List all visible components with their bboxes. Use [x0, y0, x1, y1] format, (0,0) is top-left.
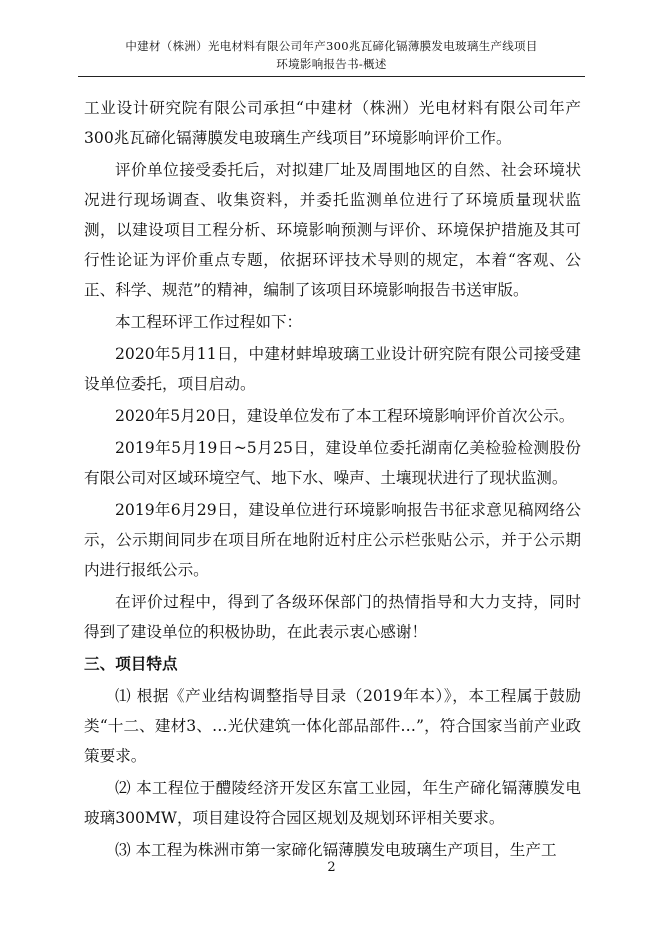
section-title: 三、项目特点 [84, 655, 178, 673]
paragraph-acknowledgement: 在评价过程中，得到了各级环保部门的热情指导和大力支持，同时得到了建设单位的积极协助，在此表示衷心感谢！ [84, 593, 581, 641]
feature-item-3: ⑶ 本工程为株洲市第一家碲化镉薄膜发电玻璃生产项目，生产工 [115, 841, 557, 859]
paragraph-timeline-1: 2020年5月11日，中建材蚌埠玻璃工业设计研究院有限公司接受建设单位委托，项目启动。 [84, 345, 581, 393]
header-divider [78, 76, 585, 77]
paragraph-evaluation-process: 评价单位接受委托后，对拟建厂址及周围地区的自然、社会环境状况进行现场调查、收集资料，并委托监测单位进行了环境质量现状监测，以建设项目工程分析、环境影响预测与评价、环境保护措施及其可行性论证为评价重点专题，依据环评技术导则的规定，本着“客观、公正、科学、规范”的精神，编制了该项目环境影响报告书送审版。 [84, 161, 581, 299]
page-number: 2 [327, 860, 336, 875]
document-body [84, 93, 581, 867]
header-report-subtitle: 环境影响报告书-概述 [276, 57, 387, 71]
header-project-title: 中建材（株洲）光电材料有限公司年产300兆瓦碲化镉薄膜发电玻璃生产线项目 [125, 39, 538, 53]
paragraph-timeline-4: 2019年6月29日，建设单位进行环境影响报告书征求意见稿网络公示，公示期间同步在项目所在地附近村庄公示栏张贴公示，并于公示期内进行报纸公示。 [84, 501, 581, 579]
paragraph-process-intro: 本工程环评工作过程如下： [115, 313, 303, 331]
paragraph-timeline-3: 2019年5月19日~5月25日，建设单位委托湖南亿美检验检测股份有限公司对区域环境空气、地下水、噪声、土壤现状进行了现状监测。 [84, 439, 581, 487]
paragraph-continuation: 工业设计研究院有限公司承担“中建材（株洲）光电材料有限公司年产300兆瓦碲化镉薄膜发电玻璃生产线项目”环境影响评价工作。 [84, 99, 581, 147]
feature-item-2: ⑵ 本工程位于醴陵经济开发区东富工业园，年生产碲化镉薄膜发电玻璃300MW，项目建设符合园区规划及规划环评相关要求。 [84, 779, 581, 827]
page-header [78, 37, 585, 73]
feature-item-1: ⑴ 根据《产业结构调整指导目录（2019年本）》，本工程属于鼓励类“十二、建材3、…光伏建筑一体化部品部件…”，符合国家当前产业政策要求。 [84, 687, 581, 765]
paragraph-timeline-2: 2020年5月20日，建设单位发布了本工程环境影响评价首次公示。 [115, 407, 575, 425]
